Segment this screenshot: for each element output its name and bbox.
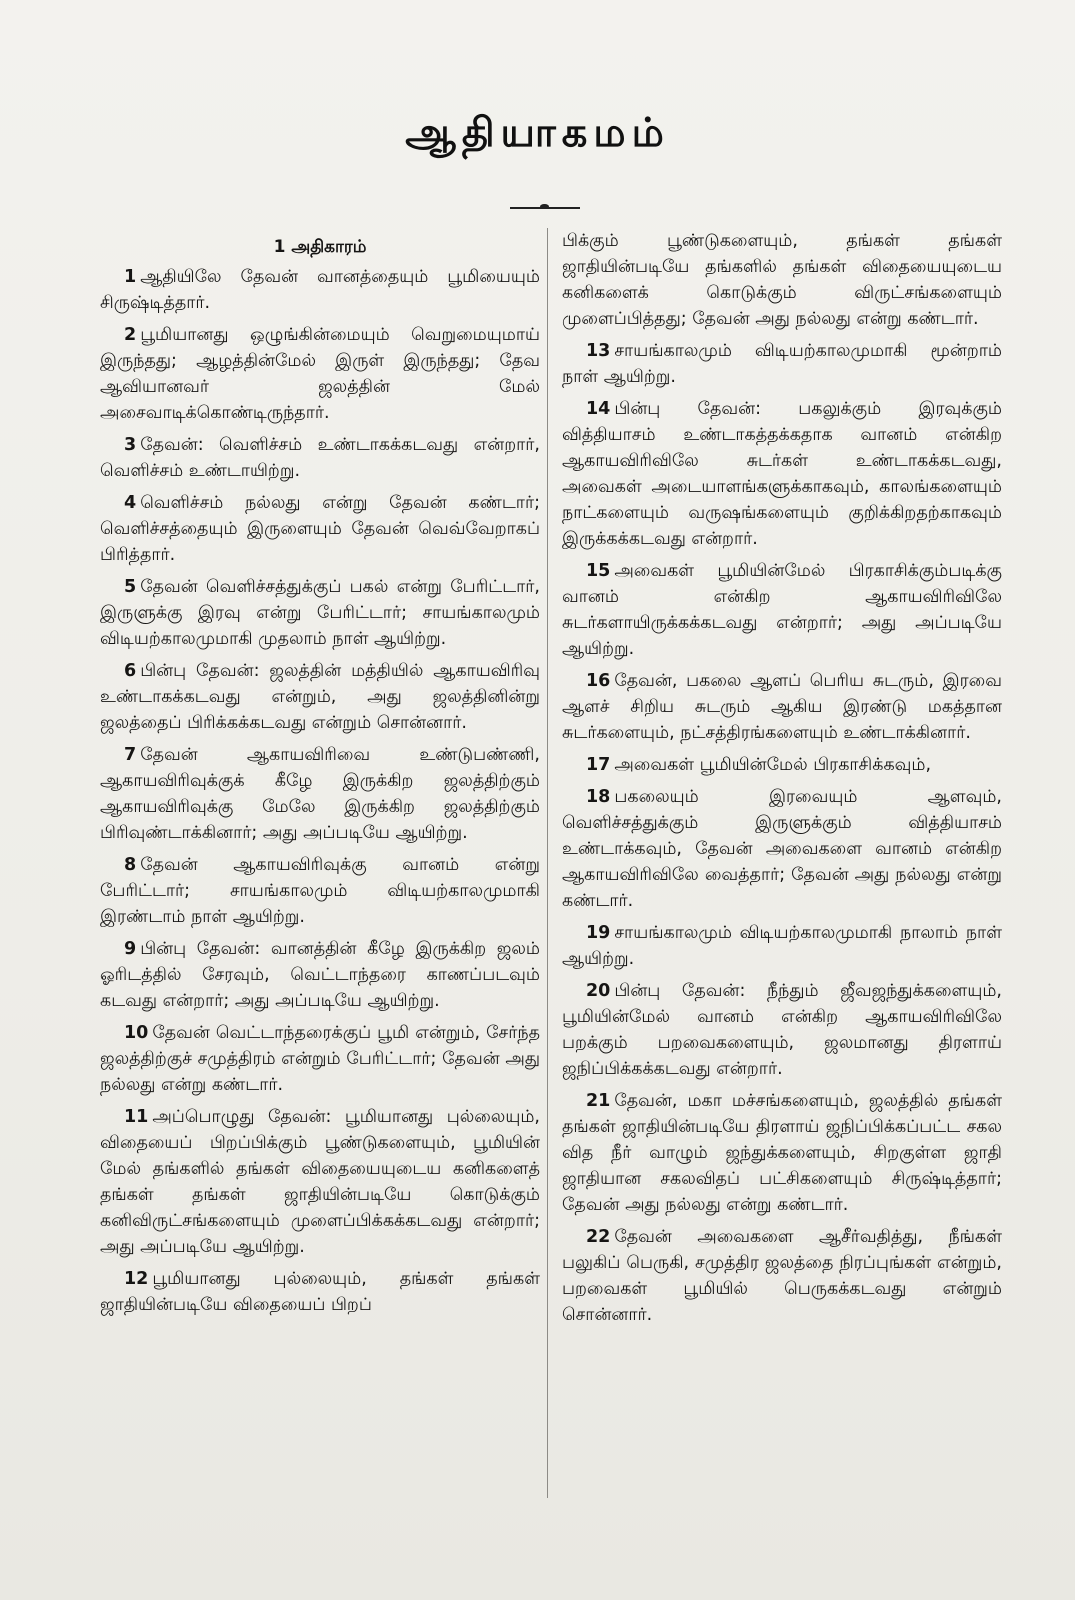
verse-text: தேவன், பகலை ஆளப் பெரிய சுடரும், இரவை ஆளச் சிறிய சுடரும் ஆகிய இரண்டு மகத்தான சுடர்களையும், நட்சத்திரங்களையும் உண்டாக்கினார். — [562, 671, 1002, 743]
verse-text: சாயங்காலமும் விடியற்காலமுமாகி நாலாம் நாள் ஆயிற்று. — [562, 923, 1002, 969]
verse-paragraph — [100, 574, 540, 652]
verse-number: 11 — [124, 1107, 149, 1127]
verse-number: 9 — [124, 939, 137, 959]
verse-paragraph — [562, 338, 1002, 390]
verse-number: 7 — [124, 745, 137, 765]
verse-paragraph — [100, 264, 540, 316]
verse-text: பகலையும் இரவையும் ஆளவும், வெளிச்சத்துக்கும் இருளுக்கும் வித்தியாசம் உண்டாக்கவும், தேவன் அவைகளை வானம் என்கிற ஆகாயவிரிவிலே வைத்தார்; தேவன் அது நல்லது என்று கண்டார். — [562, 787, 1002, 911]
verse-number: 3 — [124, 435, 137, 455]
verse-paragraph — [100, 658, 540, 736]
verse-number: 20 — [586, 981, 611, 1001]
verse-paragraph — [562, 978, 1002, 1082]
verse-paragraph — [100, 1266, 540, 1318]
verse-text: தேவன் அவைகளை ஆசீர்வதித்து, நீங்கள் பலுகிப் பெருகி, சமுத்திர ஜலத்தை நிரப்புங்கள் என்றும், பறவைகள் பூமியில் பெருகக்கடவது என்றும் சொன்னார். — [562, 1227, 1002, 1325]
verse-text: பூமியானது ஒழுங்கின்மையும் வெறுமையுமாய் இருந்தது; ஆழத்தின்மேல் இருள் இருந்தது; தேவ ஆவியானவர் ஜலத்தின் மேல் அசைவாடிக்கொண்டிருந்தார். — [100, 325, 540, 423]
verse-text: பின்பு தேவன்: நீந்தும் ஜீவஜந்துக்களையும், பூமியின்மேல் வானம் என்கிற ஆகாயவிரிவிலே பறக்கும் பறவைகளையும், ஜலமானது திரளாய் ஜநிப்பிக்கக்கடவது என்றார். — [562, 981, 1002, 1079]
verse-paragraph — [100, 432, 540, 484]
verse-number: 2 — [124, 325, 137, 345]
verse-number: 13 — [586, 341, 611, 361]
verse-paragraph — [562, 752, 1002, 778]
verse-text: தேவன் ஆகாயவிரிவை உண்டுபண்ணி, ஆகாயவிரிவுக்குக் கீழே இருக்கிற ஜலத்திற்கும் ஆகாயவிரிவுக்கு மேலே இருக்கிற ஜலத்திற்கும் பிரிவுண்டாக்கினார்; அது அப்படியே ஆயிற்று. — [100, 745, 540, 843]
verse-text: பூமியானது புல்லையும், தங்கள் தங்கள் ஜாதியின்படியே விதையைப் பிறப் — [100, 1269, 540, 1315]
verse-paragraph — [562, 228, 1002, 332]
verse-number: 12 — [124, 1269, 149, 1289]
verse-paragraph — [100, 936, 540, 1014]
verse-paragraph — [100, 742, 540, 846]
verse-text: பின்பு தேவன்: பகலுக்கும் இரவுக்கும் வித்தியாசம் உண்டாகத்தக்கதாக வானம் என்கிற ஆகாயவிரிவிலே சுடர்கள் உண்டாகக்கடவது, அவைகள் அடையாளங்களுக்காகவும், காலங்களையும் நாட்களையும் வருஷங்களையும் குறிக்கிறதற்காகவும் இருக்கக்கடவது என்றார். — [562, 399, 1002, 549]
column-divider — [547, 228, 548, 1498]
verse-text: அவைகள் பூமியின்மேல் பிரகாசிக்கும்படிக்கு வானம் என்கிற ஆகாயவிரிவிலே சுடர்களாயிருக்கக்கடவது என்றார்; அது அப்படியே ஆயிற்று. — [562, 561, 1002, 659]
verse-text: அப்பொழுது தேவன்: பூமியானது புல்லையும், விதையைப் பிறப்பிக்கும் பூண்டுகளையும், பூமியின் மேல் தங்களில் தங்கள் விதையையுடைய கனிகளைத் தங்கள் தங்கள் ஜாதியின்படியே கொடுக்கும் கனிவிருட்சங்களையும் முளைப்பிக்கக்கடவது என்றார்; அது அப்படியே ஆயிற்று. — [100, 1107, 540, 1257]
verse-number: 6 — [124, 661, 137, 681]
left-verse-list — [100, 264, 540, 1318]
verse-text: தேவன் ஆகாயவிரிவுக்கு வானம் என்று பேரிட்டார்; சாயங்காலமும் விடியற்காலமுமாகி இரண்டாம் நாள் ஆயிற்று. — [100, 855, 540, 927]
verse-paragraph — [100, 490, 540, 568]
right-column — [562, 228, 1002, 1334]
verse-number: 14 — [586, 399, 611, 419]
verse-number: 16 — [586, 671, 611, 691]
right-verse-list — [562, 228, 1002, 1328]
verse-number: 15 — [586, 561, 611, 581]
verse-number: 5 — [124, 577, 137, 597]
title-ornament — [510, 206, 580, 210]
verse-number: 4 — [124, 493, 137, 513]
verse-number: 8 — [124, 855, 137, 875]
verse-text: வெளிச்சம் நல்லது என்று தேவன் கண்டார்; வெளிச்சத்தையும் இருளையும் தேவன் வெவ்வேறாகப் பிரித்தார். — [100, 493, 540, 565]
verse-paragraph — [100, 852, 540, 930]
verse-text: தேவன் வெளிச்சத்துக்குப் பகல் என்று பேரிட்டார், இருளுக்கு இரவு என்று பேரிட்டார்; சாயங்காலமும் விடியற்காலமுமாகி முதலாம் நாள் ஆயிற்று. — [100, 577, 540, 649]
verse-number: 10 — [124, 1023, 149, 1043]
verse-text: பின்பு தேவன்: வானத்தின் கீழே இருக்கிற ஜலம் ஓரிடத்தில் சேரவும், வெட்டாந்தரை காணப்படவும் கடவது என்றார்; அது அப்படியே ஆயிற்று. — [100, 939, 540, 1011]
verse-text: சாயங்காலமும் விடியற்காலமுமாகி மூன்றாம் நாள் ஆயிற்று. — [562, 341, 1002, 387]
verse-paragraph — [562, 558, 1002, 662]
verse-paragraph — [562, 1088, 1002, 1218]
verse-paragraph — [562, 784, 1002, 914]
verse-paragraph — [100, 1020, 540, 1098]
verse-paragraph — [562, 396, 1002, 552]
verse-text: பின்பு தேவன்: ஜலத்தின் மத்தியில் ஆகாயவிரிவு உண்டாகக்கடவது என்றும், அது ஜலத்தினின்று ஜலத்தைப் பிரிக்கக்கடவது என்றும் சொன்னார். — [100, 661, 540, 733]
verse-paragraph — [562, 920, 1002, 972]
verse-text: ஆதியிலே தேவன் வானத்தையும் பூமியையும் சிருஷ்டித்தார். — [100, 267, 540, 313]
verse-number: 19 — [586, 923, 611, 943]
verse-text: தேவன்: வெளிச்சம் உண்டாகக்கடவது என்றார், வெளிச்சம் உண்டாயிற்று. — [100, 435, 540, 481]
verse-text: அவைகள் பூமியின்மேல் பிரகாசிக்கவும், — [614, 755, 932, 775]
verse-number: 17 — [586, 755, 611, 775]
verse-text: தேவன், மகா மச்சங்களையும், ஜலத்தில் தங்கள் தங்கள் ஜாதியின்படியே திரளாய் ஜநிப்பிக்கப்பட்ட சகல வித நீர் வாழும் ஜந்துக்களையும், சிறகுள்ள ஜாதி ஜாதியான சகலவிதப் பட்சிகளையும் சிருஷ்டித்தார்; தேவன் அது நல்லது என்று கண்டார். — [562, 1091, 1002, 1215]
verse-paragraph — [562, 1224, 1002, 1328]
ornament-center — [540, 204, 549, 209]
verse-number: 21 — [586, 1091, 611, 1111]
left-column — [100, 228, 540, 1324]
verse-text: தேவன் வெட்டாந்தரைக்குப் பூமி என்றும், சேர்ந்த ஜலத்திற்குச் சமுத்திரம் என்றும் பேரிட்டார்; தேவன் அது நல்லது என்று கண்டார். — [100, 1023, 540, 1095]
chapter-heading: 1 அதிகாரம் — [273, 237, 367, 257]
verse-number: 18 — [586, 787, 611, 807]
verse-paragraph — [100, 322, 540, 426]
verse-paragraph — [562, 668, 1002, 746]
book-title: ஆதியாகமம் — [405, 110, 670, 156]
verse-number: 22 — [586, 1227, 611, 1247]
verse-number: 1 — [124, 267, 137, 287]
verse-paragraph — [100, 1104, 540, 1260]
verse-text: பிக்கும் பூண்டுகளையும், தங்கள் தங்கள் ஜாதியின்படியே தங்களில் தங்கள் விதையையுடைய கனிகளைக் கொடுக்கும் விருட்சங்களையும் முளைப்பித்தது; தேவன் அது நல்லது என்று கண்டார். — [562, 231, 1002, 329]
